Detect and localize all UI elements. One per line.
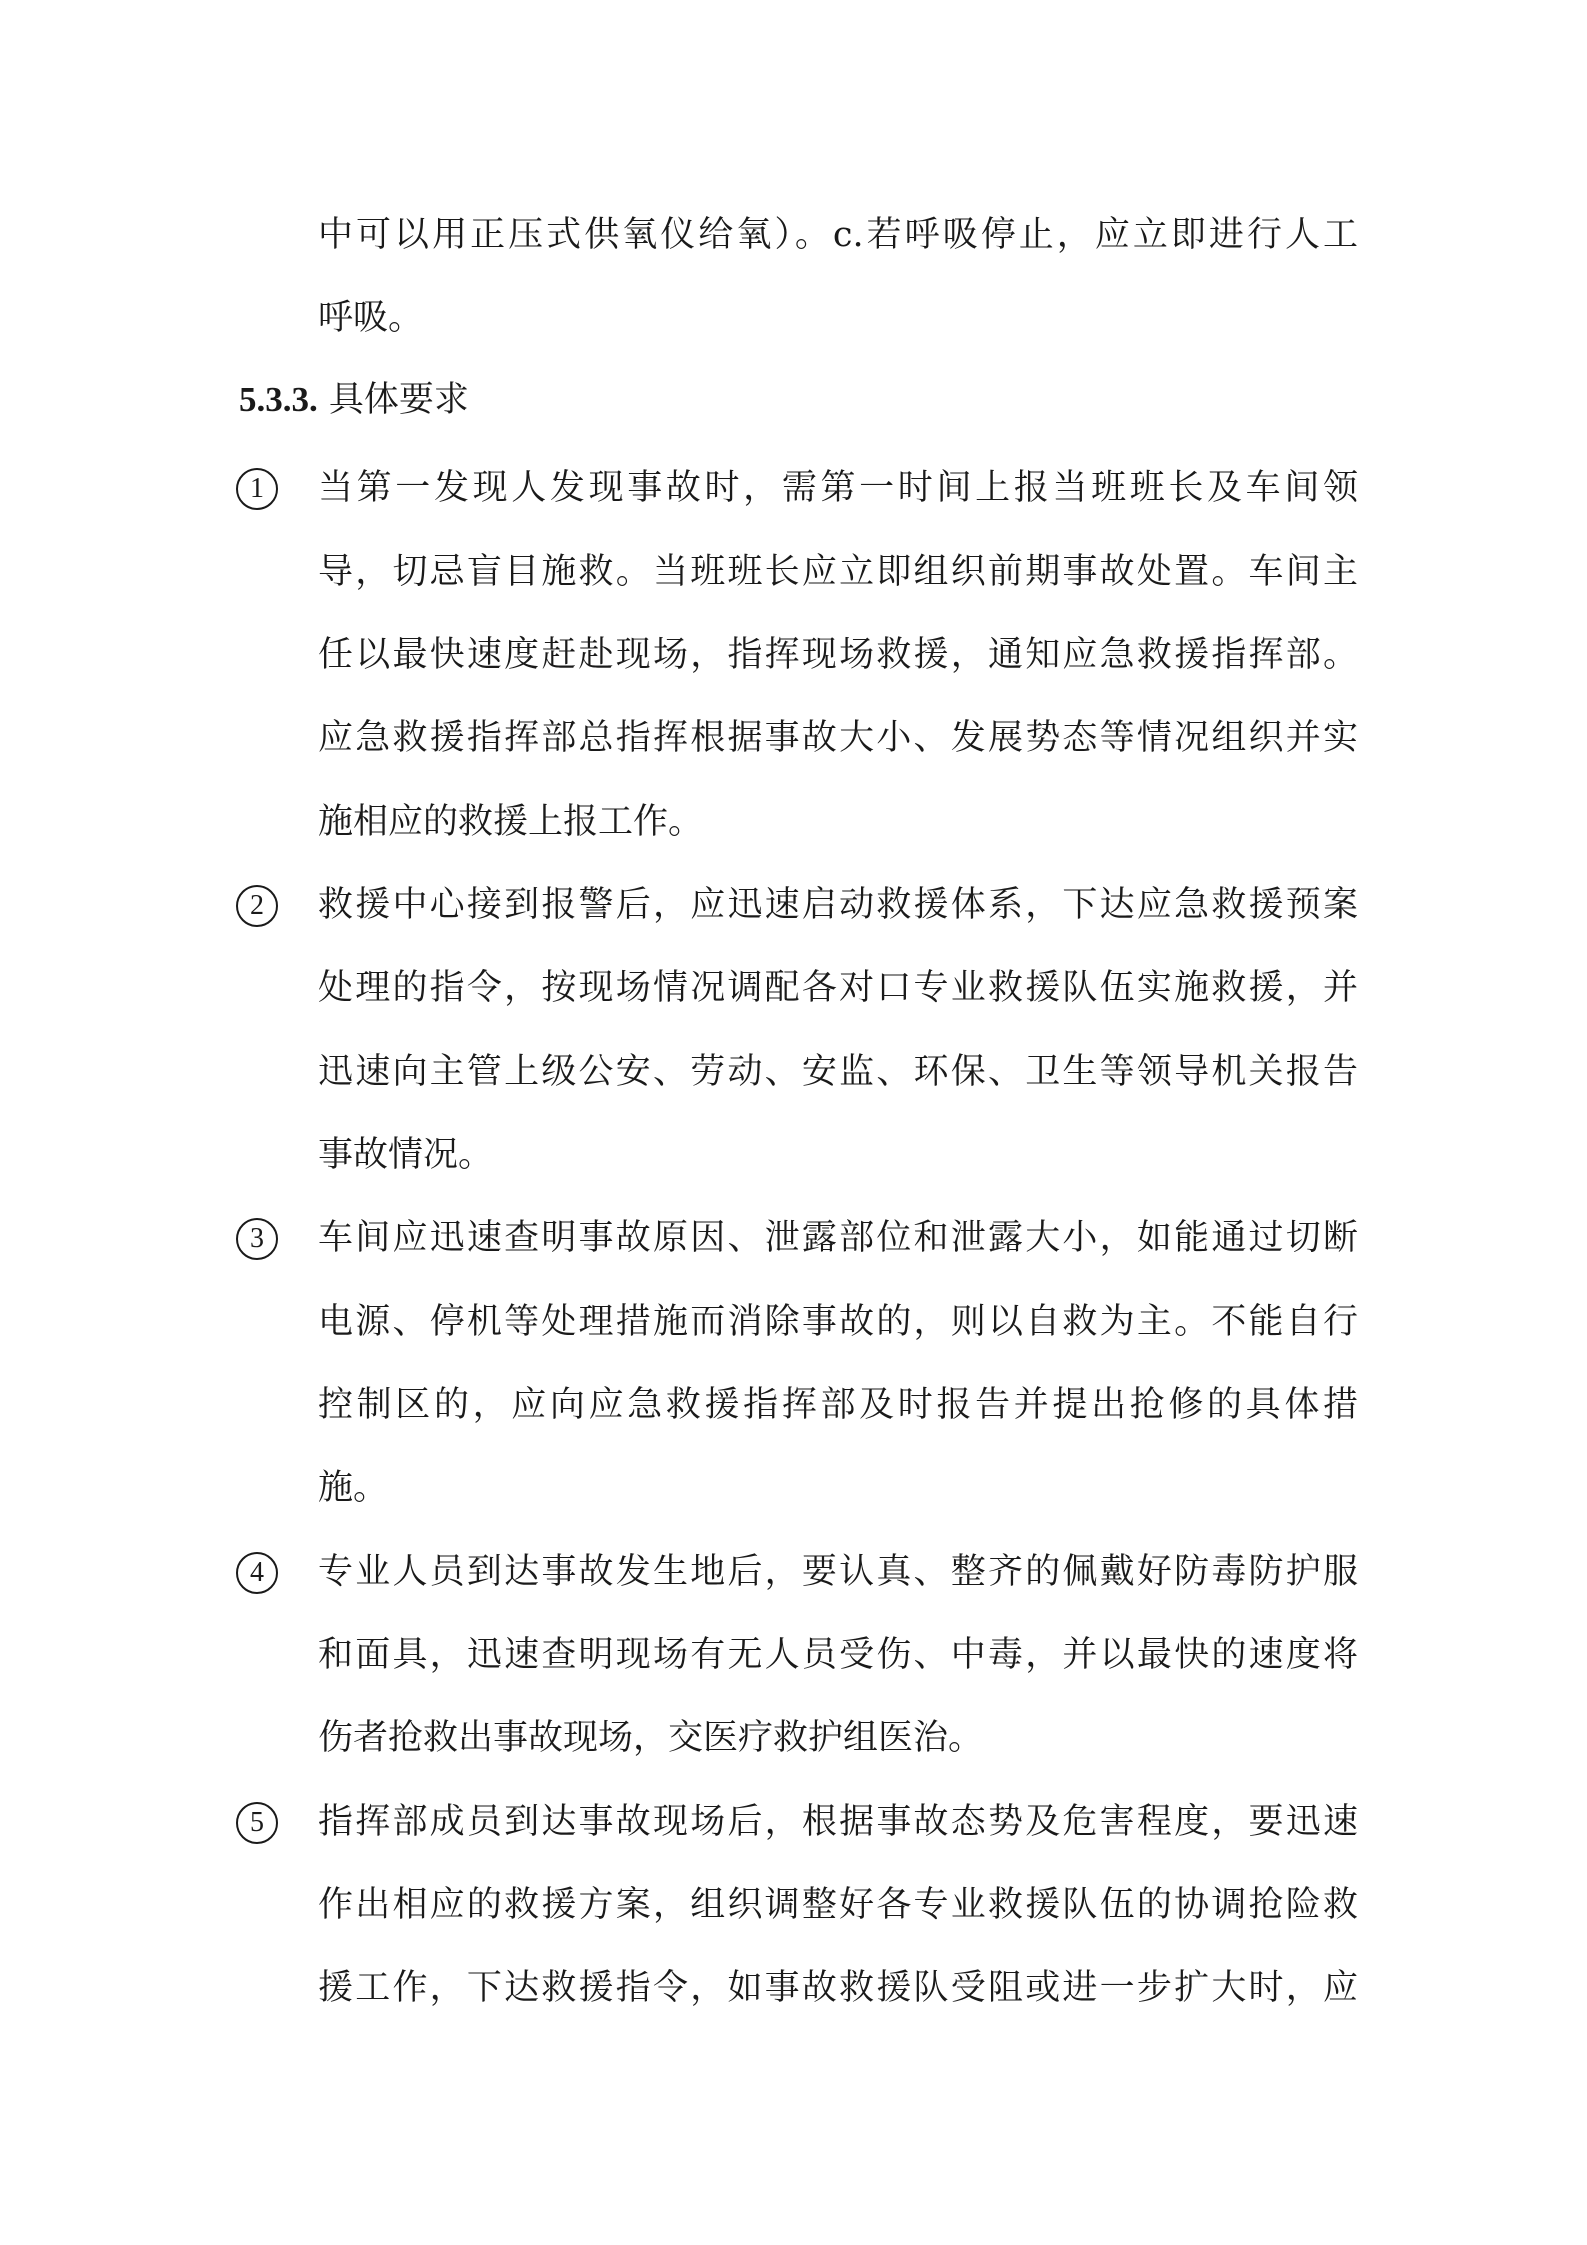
item-3-line-1: 车间应迅速查明事故原因、泄露部位和泄露大小，如能通过切断 [318,1218,1358,1258]
item-3-line-4: 施。 [318,1468,389,1508]
item-4-marker: 4 [236,1552,278,1594]
intro-line-1: 中可以用正压式供氧仪给氧）。c.若呼吸停止，应立即进行人工 [318,215,1358,255]
item-5-line-2: 作出相应的救援方案，组织调整好各专业救援队伍的协调抢险救 [318,1885,1358,1925]
item-2-line-3: 迅速向主管上级公安、劳动、安监、环保、卫生等领导机关报告 [318,1052,1358,1092]
intro-line-2: 呼吸。 [318,298,424,338]
section-heading [239,380,469,420]
item-1-line-3: 任以最快速度赶赴现场，指挥现场救援，通知应急救援指挥部。 [318,635,1358,675]
item-5-line-1: 指挥部成员到达事故现场后，根据事故态势及危害程度，要迅速 [318,1802,1358,1842]
item-2-line-4: 事故情况。 [318,1135,494,1175]
item-3-marker: 3 [236,1218,278,1260]
item-3-line-3: 控制区的，应向应急救援指挥部及时报告并提出抢修的具体措 [318,1385,1358,1425]
section-title: 具体要求 [328,380,469,420]
item-2-marker: 2 [236,885,278,927]
item-5-line-3: 援工作，下达救援指令，如事故救援队受阻或进一步扩大时，应 [318,1968,1358,2008]
item-2-line-1: 救援中心接到报警后，应迅速启动救援体系，下达应急救援预案 [318,885,1358,925]
item-4-line-3: 伤者抢救出事故现场，交医疗救护组医治。 [318,1718,984,1758]
item-1-line-2: 导，切忌盲目施救。当班班长应立即组织前期事故处置。车间主 [318,552,1358,592]
item-4-line-1: 专业人员到达事故发生地后，要认真、整齐的佩戴好防毒防护服 [318,1552,1358,1592]
item-3-line-2: 电源、停机等处理措施而消除事故的，则以自救为主。不能自行 [318,1302,1358,1342]
item-1-line-1: 当第一发现人发现事故时，需第一时间上报当班班长及车间领 [318,468,1358,508]
section-number: 5.3.3. [239,380,318,419]
item-1-line-5: 施相应的救援上报工作。 [318,802,704,842]
item-1-line-4: 应急救援指挥部总指挥根据事故大小、发展势态等情况组织并实 [318,718,1358,758]
item-5-marker: 5 [236,1802,278,1844]
item-4-line-2: 和面具，迅速查明现场有无人员受伤、中毒，并以最快的速度将 [318,1635,1358,1675]
item-1-marker: 1 [236,468,278,510]
item-2-line-2: 处理的指令，按现场情况调配各对口专业救援队伍实施救援，并 [318,968,1358,1008]
